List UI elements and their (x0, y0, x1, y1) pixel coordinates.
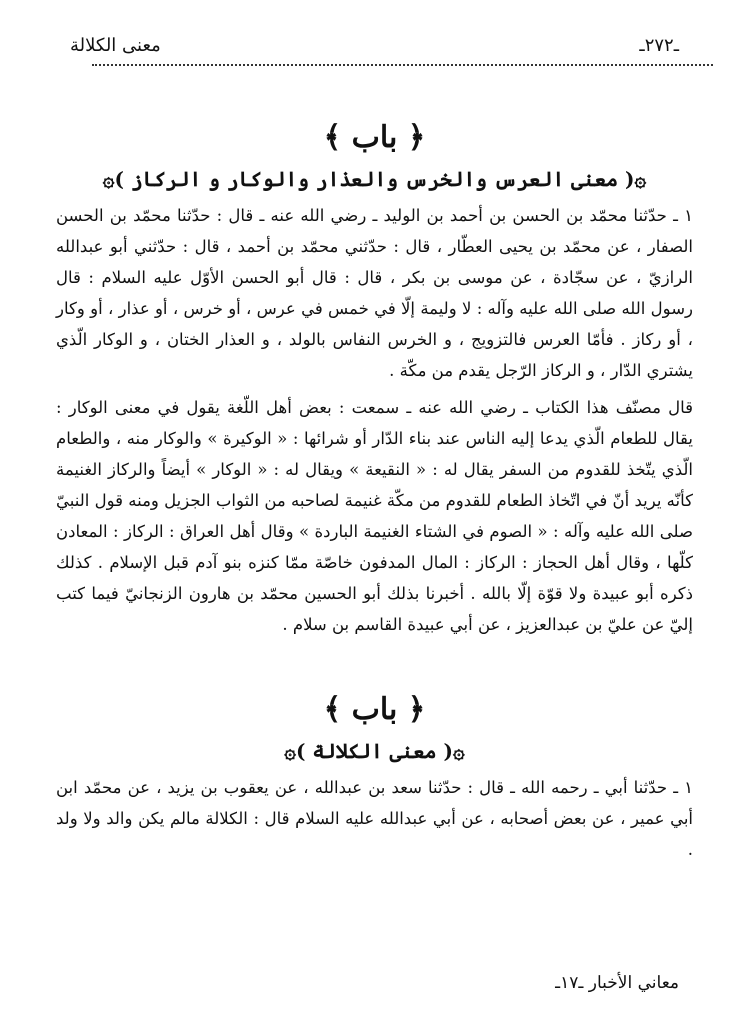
chapter-subtitle-2: ۞( معنى الكلالة )۞ (284, 739, 465, 763)
hadith-paragraph-2: ١ ـ حدّثنا أبي ـ رحمه الله ـ قال : حدّثنا سعد بن عبدالله ، عن يعقوب بن يزيد ، عن محمّد ابن أبي عمير ، عن بعض أصحابه ، عن أبي عبدالله عليه السلام قال : الكلالة مالم يكن والد ولا ولد . (56, 778, 693, 859)
hadith-paragraph-1: ١ ـ حدّثنا محمّد بن الحسن بن أحمد بن الوليد ـ رضي الله عنه ـ قال : حدّثنا محمّد بن الحسن الصفار ، عن محمّد بن يحيى العطّار ، قال : حدّثني محمّد بن أحمد ، قال : حدّثني أبو عبدالله الرازيّ ، عن سجّادة ، عن موسى بن بكر ، قال : قال أبو الحسن الأوّل عليه السلام : قال رسول الله صلى الله عليه وآله : لا وليمة إلّا في خمس في عرس ، أو خرس ، أو عذار ، أو وكار ، أو ركاز . فأمّا العرس فالتزويج ، و الخرس النفاس بالولد ، و العذار الختان ، و الوكار الّذي يشتري الدّار ، و الركاز الرّجل يقدم من مكّة . (56, 206, 693, 380)
page-header (70, 28, 679, 62)
header-divider (92, 64, 713, 66)
commentary-paragraph: قال مصنّف هذا الكتاب ـ رضي الله عنه ـ سمعت : بعض أهل اللّغة يقول في معنى الوكار : يقال للطعام الّذي يدعا إليه الناس عند بناء الدّار أو شرائها : « الوكيرة » والوكار منه ، والطعام الّذي يتّخذ للقدوم من السفر يقال له : « النقيعة » ويقال له : « الوكار » أيضاً والركاز الغنيمة كأنّه يريد أنّ في اتّخاذ الطعام للقدوم من مكّة غنيمة لصاحبه من الثواب الجزيل ومنه قول النبيّ صلى الله عليه وآله : « الصوم في الشتاء الغنيمة الباردة » وقال أهل العراق : الركاز : المعادن كلّها ، وقال أهل الحجاز : الركاز : المال المدفون خاصّة ممّا كنزه بنو آدم قبل الإسلام . كذلك ذكره أبو عبيدة ولا قوّة إلّا بالله . أخبرنا بذلك أبو الحسين محمّد بن هارون الزنجانيّ فيما كتب إليّ عن عليّ بن عبدالعزيز ، عن أبي عبيدة القاسم بن سلام . (56, 398, 693, 634)
page-number: ـ٢٧٢ـ (639, 34, 679, 56)
chapter-subtitle-1: ۞( معنى العرس والخرس والعذار والوكار و الركاز )۞ (102, 167, 647, 191)
page-content (56, 118, 693, 865)
chapter-title-2: ﴿ باب ﴾ (323, 692, 426, 727)
chapter-title-1: ﴿ باب ﴾ (323, 120, 426, 155)
running-title: معنى الكلالة (70, 34, 161, 56)
section-spacer (56, 640, 693, 690)
book-signature: معاني الأخبار ـ١٧ـ (555, 973, 679, 993)
